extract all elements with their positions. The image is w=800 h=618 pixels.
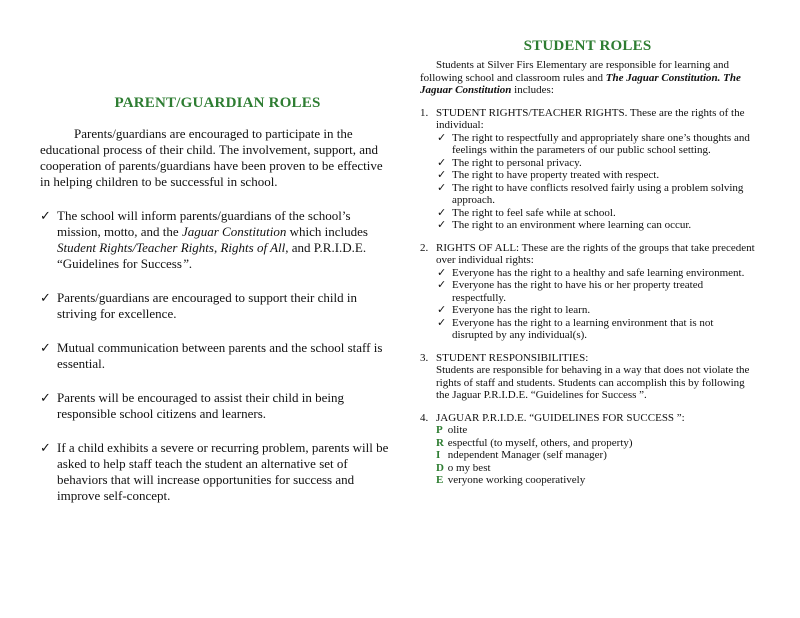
checkmark-icon: ✓ bbox=[437, 266, 447, 279]
checkmark-icon: ✓ bbox=[40, 208, 51, 223]
list-item: ✓ Everyone has the right to learn. bbox=[437, 304, 591, 316]
list-item: ✓ The right to personal privacy. bbox=[437, 156, 582, 169]
student-roles-section bbox=[420, 38, 755, 487]
checkmark-icon: ✓ bbox=[437, 206, 447, 219]
parent-guardian-roles-section bbox=[40, 95, 395, 504]
checkmark-icon: ✓ bbox=[437, 131, 447, 144]
parent-role-item: ✓ The school will inform parents/guardians of the school’s mission, motto, and the Jaguar Constitution which includes Student Rights/Teacher Rights, Rights of All, and P.R.I.D.E. “Guidelines for Success”. bbox=[40, 208, 368, 271]
parent-role-item: ✓ Mutual communication between parents and the school staff is essential. bbox=[40, 340, 383, 371]
parent-role-item: ✓ Parents will be encouraged to assist their child in being responsible school citizens and learners. bbox=[40, 390, 345, 421]
pride-row: I ndependent Manager (self manager) bbox=[436, 449, 607, 461]
student-rights-section: 1. STUDENT RIGHTS/TEACHER RIGHTS. These are the rights of the individual: ✓ The right to respectfully and appropriately share one’s thoughts and feelings within the parameters of our public school setting. ✓ The right to personal privacy. ✓ The right to have property treated with respect. ✓ The right to have conflicts resolved fairly using a problem solving approach. ✓ The right to feel safe while at school. ✓ The right to an environment where learning can occur. bbox=[420, 107, 755, 232]
checkmark-icon: ✓ bbox=[40, 390, 51, 405]
pride-row: R espectful (to myself, others, and property) bbox=[436, 436, 633, 449]
pride-row: E veryone working cooperatively bbox=[436, 474, 586, 486]
checkmark-icon: ✓ bbox=[40, 440, 51, 455]
student-roles-heading: STUDENT ROLES bbox=[523, 38, 652, 54]
list-item: ✓ The right to have property treated with respect. bbox=[437, 169, 660, 181]
checkmark-icon: ✓ bbox=[40, 290, 51, 305]
parent-role-item: ✓ If a child exhibits a severe or recurring problem, parents will be asked to help staff teach the student an alternative set of behaviors that will increase opportunities for success and improve self-concept. bbox=[40, 440, 389, 503]
parent-roles-heading: PARENT/GUARDIAN ROLES bbox=[114, 95, 321, 111]
list-item: ✓ Everyone has the right to have his or her property treated respectfully. bbox=[437, 279, 704, 304]
parent-roles-intro: Parents/guardians are encouraged to participate in the educational process of their child. The involvement, support, and cooperation of parents/guardians have been proven to be effective in helping children to be successful in school. bbox=[40, 126, 383, 189]
parent-role-item: ✓ Parents/guardians are encouraged to support their child in striving for excellence. bbox=[40, 290, 357, 321]
list-item: ✓ Everyone has the right to a learning environment that is not disrupted by any individual(s). bbox=[437, 316, 714, 341]
pride-row: D o my best bbox=[436, 461, 491, 474]
rights-of-all-section: 2. RIGHTS OF ALL: These are the rights of the groups that take precedent over individual rights: ✓ Everyone has the right to a healthy and safe learning environment. ✓ Everyone has the right to have his or her property treated respectfully. ✓ Everyone has the right to learn. ✓ Everyone has the right to a learning environment that is not disrupted by any individual(s). bbox=[420, 241, 755, 341]
pride-guidelines-section: 4. JAGUAR P.R.I.D.E. “GUIDELINES FOR SUCCESS ”: P olite R espectful (to myself, others, and property) I ndependent Manager (self manager) D o my best E veryone working cooperatively bbox=[420, 412, 755, 487]
checkmark-icon: ✓ bbox=[437, 304, 447, 316]
pride-row: P olite bbox=[436, 424, 468, 436]
checkmark-icon: ✓ bbox=[437, 219, 447, 231]
checkmark-icon: ✓ bbox=[437, 169, 447, 181]
list-item: ✓ Everyone has the right to a healthy and safe learning environment. bbox=[437, 266, 745, 279]
checkmark-icon: ✓ bbox=[437, 181, 447, 194]
student-responsibilities-section: 3. STUDENT RESPONSIBILITIES: Students are responsible for behaving in a way that does not violate the rights of staff and students. Students can accomplish this by following the Jaguar P.R.I.D.E. “Guidelines for Success ”. bbox=[420, 351, 750, 401]
checkmark-icon: ✓ bbox=[40, 340, 51, 355]
list-item: ✓ The right to an environment where learning can occur. bbox=[437, 219, 692, 231]
list-item: ✓ The right to respectfully and appropriately share one’s thoughts and feelings within the parameters of our public school setting. bbox=[437, 131, 750, 156]
list-item: ✓ The right to have conflicts resolved fairly using a problem solving approach. bbox=[437, 181, 744, 206]
checkmark-icon: ✓ bbox=[437, 156, 447, 169]
list-item: ✓ The right to feel safe while at school. bbox=[437, 206, 616, 219]
student-roles-intro: Students at Silver Firs Elementary are responsible for learning and following school and classroom rules and The Jaguar Constitution. The Jaguar Constitution includes: bbox=[420, 59, 741, 96]
checkmark-icon: ✓ bbox=[437, 279, 447, 291]
checkmark-icon: ✓ bbox=[437, 316, 447, 329]
